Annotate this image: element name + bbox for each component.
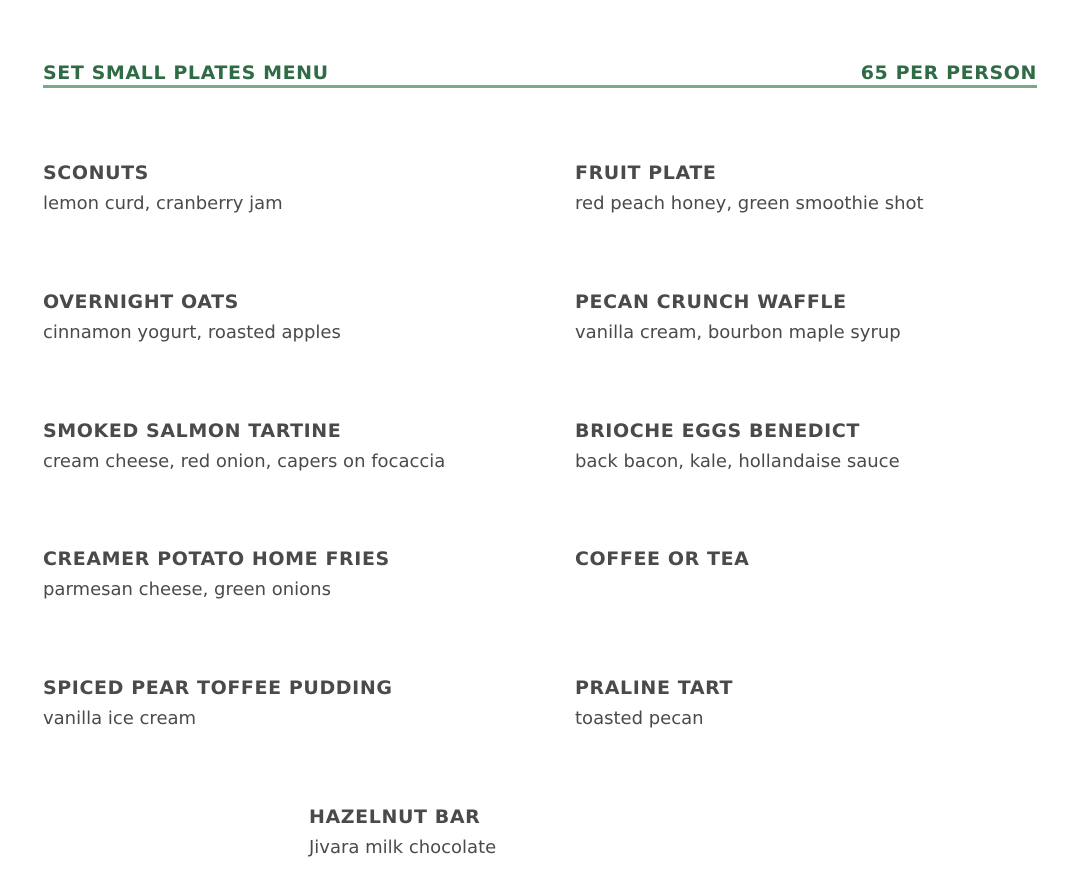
menu-item-description: vanilla ice cream	[43, 708, 197, 729]
menu-item	[43, 547, 390, 601]
menu-item-description: back bacon, kale, hollandaise sauce	[575, 451, 900, 472]
menu-item-name: OVERNIGHT OATS	[43, 291, 239, 313]
menu-item	[575, 676, 733, 730]
menu-item-description: toasted pecan	[575, 708, 704, 729]
menu-item-name: COFFEE OR TEA	[575, 548, 750, 570]
menu-item	[43, 161, 283, 215]
menu-price: 65 PER PERSON	[860, 62, 1037, 84]
menu-item-description: cinnamon yogurt, roasted apples	[43, 322, 341, 343]
menu-item	[309, 805, 496, 859]
menu-item	[575, 419, 900, 473]
menu-item	[575, 547, 749, 571]
menu-item	[43, 676, 393, 730]
menu-item-name: FRUIT PLATE	[575, 162, 717, 184]
menu-item-description: parmesan cheese, green onions	[43, 579, 331, 600]
menu-item-name: HAZELNUT BAR	[309, 806, 481, 828]
menu-item-description: Jivara milk chocolate	[309, 837, 497, 858]
menu-item-name: BRIOCHE EGGS BENEDICT	[575, 420, 860, 442]
menu-item-name: PECAN CRUNCH WAFFLE	[575, 291, 847, 313]
menu-item-name: PRALINE TART	[575, 677, 734, 699]
menu-item-description: vanilla cream, bourbon maple syrup	[575, 322, 901, 343]
menu-item	[43, 419, 445, 473]
menu-item-name: SPICED PEAR TOFFEE PUDDING	[43, 677, 393, 699]
menu-header	[43, 60, 1037, 88]
menu-item-name: CREAMER POTATO HOME FRIES	[43, 548, 390, 570]
menu-item-description: red peach honey, green smoothie shot	[575, 193, 924, 214]
menu-item-description: lemon curd, cranberry jam	[43, 193, 283, 214]
menu-item-description: cream cheese, red onion, capers on focaccia	[43, 451, 446, 472]
menu-item-name: SCONUTS	[43, 162, 149, 184]
menu-item-name: SMOKED SALMON TARTINE	[43, 420, 342, 442]
menu-title: SET SMALL PLATES MENU	[43, 62, 329, 84]
menu-item	[575, 290, 901, 344]
menu-item	[43, 290, 341, 344]
menu-item	[575, 161, 924, 215]
